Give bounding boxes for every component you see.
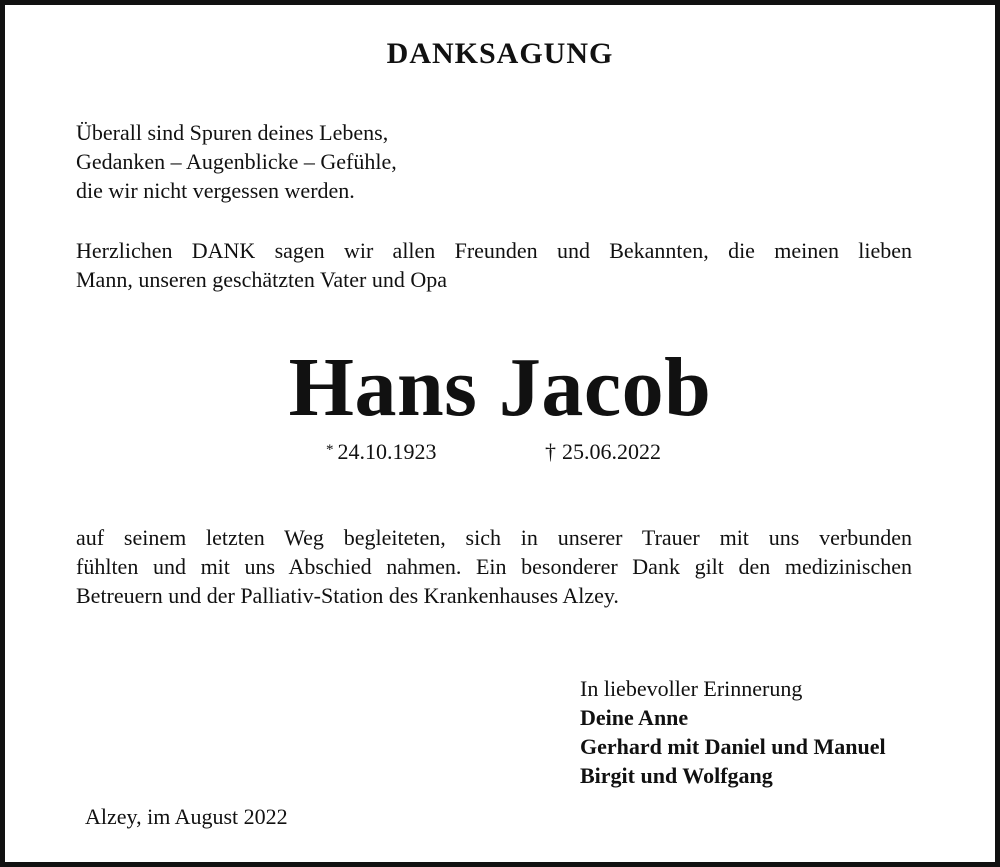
notice-heading: DANKSAGUNG	[386, 37, 614, 70]
closing-line: Betreuern und der Palliativ-Station des Krankenhauses Alzey.	[76, 583, 619, 608]
closing-line: fühlten und mit uns Abschied nahmen. Ein besonderer Dank gilt den medizinischen	[76, 554, 912, 579]
death-date-line	[545, 437, 661, 467]
birth-star-icon: *	[326, 442, 334, 458]
signature-intro: In liebevoller Erinnerung	[580, 676, 803, 701]
death-date: 25.06.2022	[562, 439, 661, 464]
thanks-paragraph	[76, 236, 912, 294]
thanks-line: Mann, unseren geschätzten Vater und Opa	[76, 267, 448, 292]
birth-date-line	[326, 437, 437, 467]
poem-line: die wir nicht vergessen werden.	[76, 178, 355, 203]
thanks-line: Herzlichen DANK sagen wir allen Freunden und Bekannten, die meinen lieben	[76, 238, 912, 263]
place-and-date: Alzey, im August 2022	[85, 804, 288, 829]
signature-name: Deine Anne	[580, 705, 689, 730]
closing-line: auf seinem letzten Weg begleiteten, sich in unserer Trauer mit uns verbunden	[76, 525, 912, 550]
memorial-poem	[76, 118, 397, 205]
poem-line: Gedanken – Augenblicke – Gefühle,	[76, 149, 397, 174]
signature-block	[580, 674, 886, 790]
deceased-name: Hans Jacob	[288, 341, 712, 434]
poem-line: Überall sind Spuren deines Lebens,	[76, 120, 389, 145]
closing-paragraph	[76, 523, 912, 610]
signature-name: Birgit und Wolfgang	[580, 763, 773, 788]
death-cross-icon: †	[545, 439, 556, 464]
birth-date: 24.10.1923	[337, 439, 437, 464]
signature-name: Gerhard mit Daniel und Manuel	[580, 734, 886, 759]
